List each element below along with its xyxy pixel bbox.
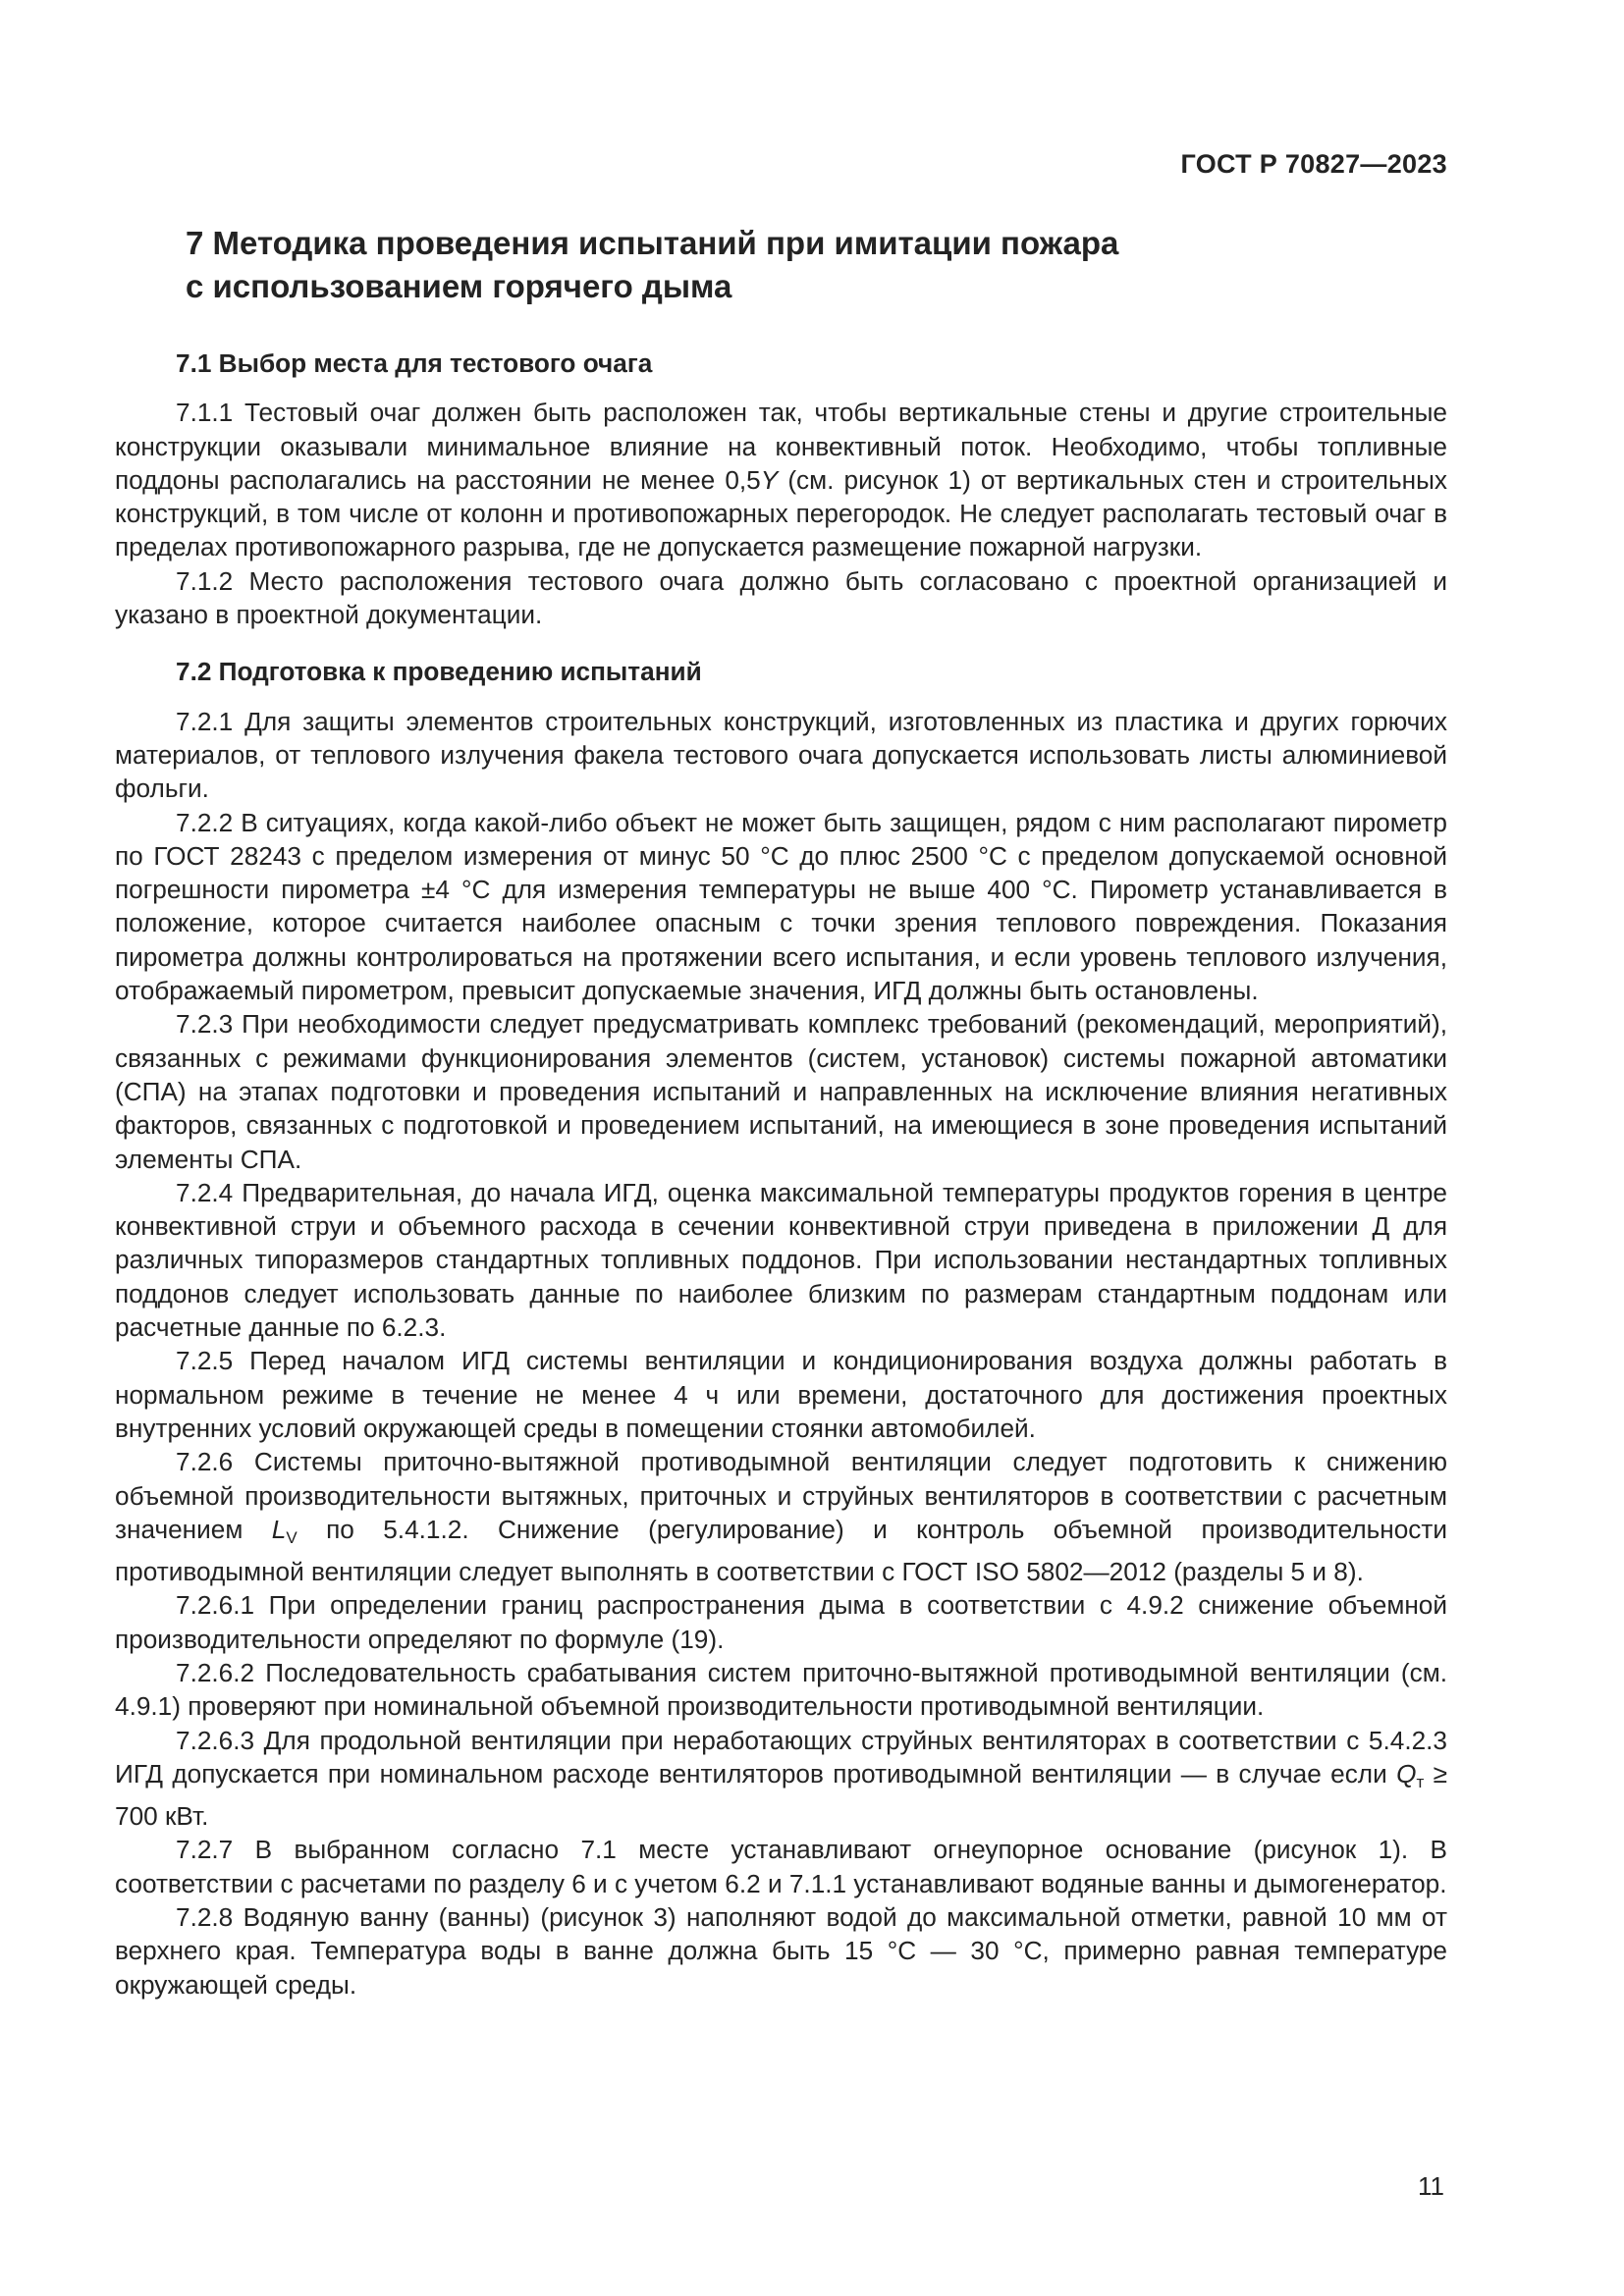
paragraph-7-2-6-1: 7.2.6.1 При определении границ распространения дыма в соответствии с 4.9.2 снижение объемной производительности определяют по формуле (19). (115, 1590, 1447, 1654)
paragraph-7-2-3: 7.2.3 При необходимости следует предусматривать комплекс требований (рекомендаций, мероприятий), связанных с режимами функционирования элементов (систем, установок) системы пожарной автоматики (СПА) на этапах подготовки и проведения испытаний и направленных на исключение влияния негативных факторов, связанных с подготовкой и проведением испытаний, на имеющиеся в зоне проведения испытаний элементы СПА. (115, 1009, 1447, 1174)
document-id: ГОСТ Р 70827—2023 (1180, 149, 1447, 179)
paragraph-7-1-1: 7.1.1 Тестовый очаг должен быть расположен так, чтобы вертикальные стены и другие строительные конструкции оказывали минимальное влияние на конвективный поток. Необходимо, чтобы топливные поддоны располагались на расстоянии не менее 0,5Y (см. рисунок 1) от вертикальных стен и строительных конструкций, в том числе от колонн и противопожарных перегородок. Не следует располагать тестовый очаг в пределах противопожарного разрыва, где не допускается размещение пожарной нагрузки. (115, 398, 1447, 562)
section-title-line2: с использованием горячего дыма (186, 268, 732, 304)
paragraph-7-2-6-3: 7.2.6.3 Для продольной вентиляции при неработающих струйных вентиляторах в соответствии с 5.4.2.3 ИГД допускается при номинальном расходе вентиляторов противодымной вентиляции — в случае если $Q_т \ge 700$ кВт. (115, 1725, 1447, 1832)
document-body (115, 347, 1447, 2002)
paragraph-7-1-2: 7.1.2 Место расположения тестового очага должно быть согласовано с проектной организацией и указано в проектной документации. (115, 565, 1447, 630)
page-number: 11 (1418, 2171, 1444, 2201)
paragraph-7-2-1: 7.2.1 Для защиты элементов строительных конструкций, изготовленных из пластика и других горючих материалов, от теплового излучения факела тестового очага допускается использовать листы алюминиевой фольги. (115, 706, 1447, 804)
paragraph-7-2-4: 7.2.4 Предварительная, до начала ИГД, оценка максимальной температуры продуктов горения в центре конвективной струи и объемного расхода в сечении конвективной струи приведена в приложении Д для различных типоразмеров стандартных топливных поддонов. При использовании нестандартных топливных поддонов следует использовать данные по наиболее близким по размерам стандартным поддонам или расчетные данные по 6.2.3. (115, 1177, 1447, 1343)
section-title (186, 222, 1364, 308)
section-title-line1: 7 Методика проведения испытаний при имитации пожара (186, 225, 1119, 261)
subsection-heading-7-2: 7.2 Подготовка к проведению испытаний (176, 657, 702, 687)
paragraph-7-2-6: 7.2.6 Системы приточно-вытяжной противодымной вентиляции следует подготовить к снижению объемной производительности вытяжных, приточных и струйных вентиляторов в соответствии с расчетным значением $L_V$ по 5.4.1.2. Снижение (регулирование) и контроль объемной производительности противодымной вентиляции следует выполнять в соответствии с ГОСТ ISO 5802—2012 (разделы 5 и 8). (115, 1447, 1447, 1587)
paragraph-7-2-6-2: 7.2.6.2 Последовательность срабатывания систем приточно-вытяжной противодымной вентиляции (см. 4.9.1) проверяют при номинальной объемной производительности противодымной вентиляции. (115, 1657, 1447, 1722)
paragraph-7-2-5: 7.2.5 Перед началом ИГД системы вентиляции и кондиционирования воздуха должны работать в нормальном режиме в течение не менее 4 ч или времени, достаточного для достижения проектных внутренних условий окружающей среды в помещении стоянки автомобилей. (115, 1346, 1447, 1443)
paragraph-7-2-7: 7.2.7 В выбранном согласно 7.1 месте устанавливают огнеупорное основание (рисунок 1). В соответствии с расчетами по разделу 6 и с учетом 6.2 и 7.1.1 устанавливают водяные ванны и дымогенератор. (115, 1835, 1447, 1898)
paragraph-7-2-2: 7.2.2 В ситуациях, когда какой-либо объект не может быть защищен, рядом с ним располагают пирометр по ГОСТ 28243 с пределом измерения от минус 50 °С до плюс 2500 °С с пределом допускаемой основной погрешности пирометра ±4 °С для измерения температуры не выше 400 °С. Пирометр устанавливается в положение, которое считается наиболее опасным с точки зрения теплового повреждения. Показания пирометра должны контролироваться на протяжении всего испытания, и если уровень теплового излучения, отображаемый пирометром, превысит допускаемые значения, ИГД должны быть остановлены. (115, 807, 1447, 1006)
paragraph-7-2-8: 7.2.8 Водяную ванну (ванны) (рисунок 3) наполняют водой до максимальной отметки, равной 10 мм от верхнего края. Температура воды в ванне должна быть 15 °С — 30 °С, примерно равная температуре окружающей среды. (115, 1902, 1447, 2000)
subsection-heading-7-1: 7.1 Выбор места для тестового очага (176, 348, 653, 378)
